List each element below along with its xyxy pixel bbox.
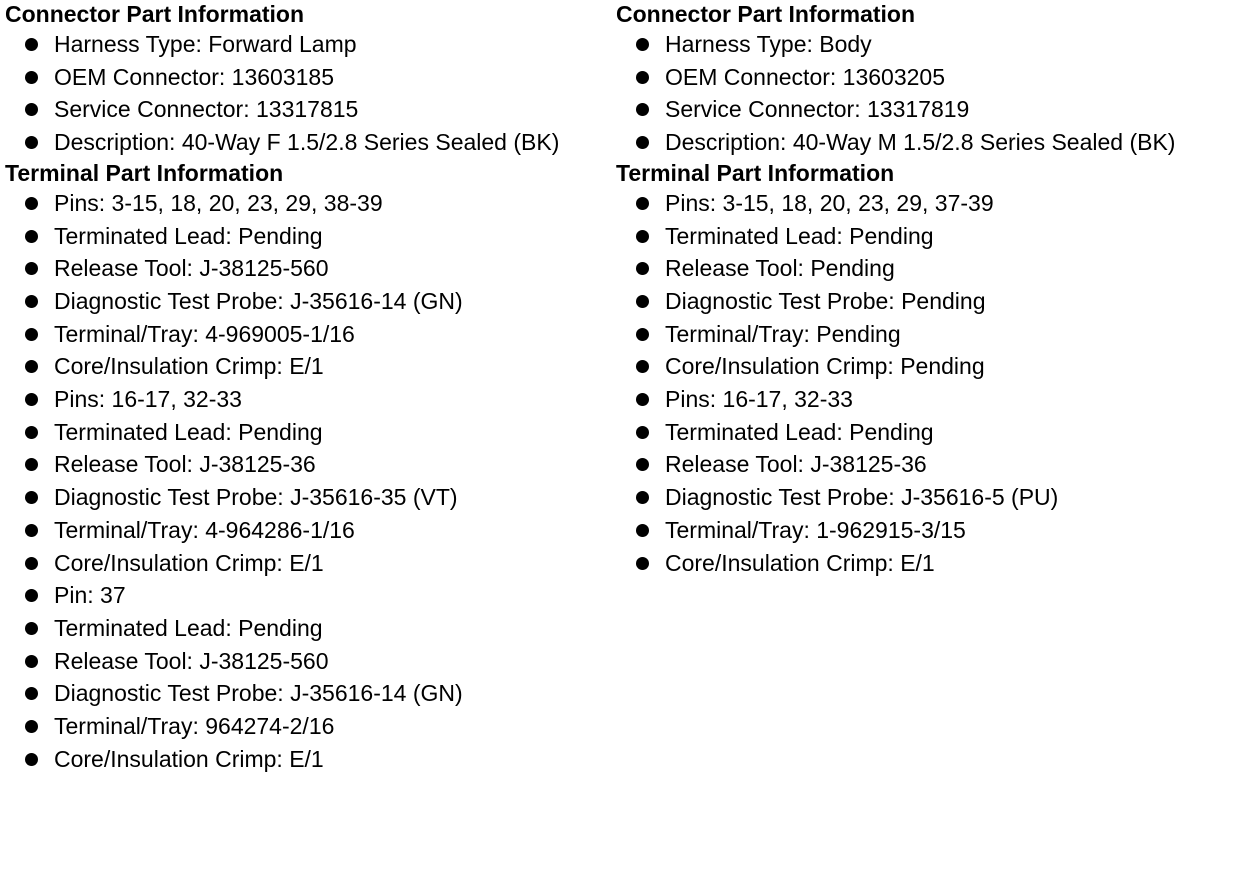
terminal-item-crimp: Core/Insulation Crimp: E/1 xyxy=(5,547,610,580)
connector-item-description: Description: 40-Way F 1.5/2.8 Series Sealed (BK) xyxy=(5,126,610,159)
terminal-item-terminated-lead: Terminated Lead: Pending xyxy=(616,416,1236,449)
terminal-item-release-tool: Release Tool: J-38125-36 xyxy=(5,448,610,481)
terminal-item-test-probe: Diagnostic Test Probe: Pending xyxy=(616,285,1236,318)
terminal-item-test-probe: Diagnostic Test Probe: J-35616-14 (GN) xyxy=(5,677,610,710)
terminal-item-terminal-tray: Terminal/Tray: 4-964286-1/16 xyxy=(5,514,610,547)
connector-item-harness-type: Harness Type: Body xyxy=(616,28,1236,61)
terminal-item-release-tool: Release Tool: J-38125-560 xyxy=(5,645,610,678)
terminal-item-crimp: Core/Insulation Crimp: Pending xyxy=(616,350,1236,383)
terminal-item-pins: Pins: 3-15, 18, 20, 23, 29, 37-39 xyxy=(616,187,1236,220)
terminal-item-release-tool: Release Tool: J-38125-36 xyxy=(616,448,1236,481)
terminal-item-terminated-lead: Terminated Lead: Pending xyxy=(616,220,1236,253)
connector-part-list xyxy=(5,28,610,159)
terminal-item-pins: Pins: 3-15, 18, 20, 23, 29, 38-39 xyxy=(5,187,610,220)
connector-item-description: Description: 40-Way M 1.5/2.8 Series Sealed (BK) xyxy=(616,126,1236,159)
terminal-item-release-tool: Release Tool: J-38125-560 xyxy=(5,252,610,285)
terminal-item-terminal-tray: Terminal/Tray: Pending xyxy=(616,318,1236,351)
connector-item-service-connector: Service Connector: 13317819 xyxy=(616,93,1236,126)
terminal-item-terminal-tray: Terminal/Tray: 964274-2/16 xyxy=(5,710,610,743)
connector-part-list xyxy=(616,28,1236,159)
connector-item-oem-connector: OEM Connector: 13603205 xyxy=(616,61,1236,94)
terminal-item-terminated-lead: Terminated Lead: Pending xyxy=(5,220,610,253)
connector-item-oem-connector: OEM Connector: 13603185 xyxy=(5,61,610,94)
left-column xyxy=(5,0,610,775)
connector-item-service-connector: Service Connector: 13317815 xyxy=(5,93,610,126)
terminal-item-pins: Pin: 37 xyxy=(5,579,610,612)
terminal-group-1 xyxy=(616,187,1236,383)
connector-part-info-heading: Connector Part Information xyxy=(616,1,916,27)
terminal-part-info-heading: Terminal Part Information xyxy=(5,159,284,186)
terminal-item-terminated-lead: Terminated Lead: Pending xyxy=(5,416,610,449)
terminal-group-2 xyxy=(5,383,610,579)
terminal-group-3 xyxy=(5,579,610,775)
connector-item-harness-type: Harness Type: Forward Lamp xyxy=(5,28,610,61)
terminal-item-terminated-lead: Terminated Lead: Pending xyxy=(5,612,610,645)
terminal-item-pins: Pins: 16-17, 32-33 xyxy=(616,383,1236,416)
terminal-group-2 xyxy=(616,383,1236,579)
terminal-item-pins: Pins: 16-17, 32-33 xyxy=(5,383,610,416)
terminal-item-test-probe: Diagnostic Test Probe: J-35616-14 (GN) xyxy=(5,285,610,318)
terminal-group-1 xyxy=(5,187,610,383)
terminal-item-crimp: Core/Insulation Crimp: E/1 xyxy=(616,547,1236,580)
terminal-item-terminal-tray: Terminal/Tray: 1-962915-3/15 xyxy=(616,514,1236,547)
terminal-item-terminal-tray: Terminal/Tray: 4-969005-1/16 xyxy=(5,318,610,351)
terminal-item-release-tool: Release Tool: Pending xyxy=(616,252,1236,285)
right-column xyxy=(616,0,1236,579)
terminal-item-test-probe: Diagnostic Test Probe: J-35616-5 (PU) xyxy=(616,481,1236,514)
terminal-item-test-probe: Diagnostic Test Probe: J-35616-35 (VT) xyxy=(5,481,610,514)
terminal-item-crimp: Core/Insulation Crimp: E/1 xyxy=(5,743,610,776)
connector-part-info-heading: Connector Part Information xyxy=(5,1,305,27)
terminal-item-crimp: Core/Insulation Crimp: E/1 xyxy=(5,350,610,383)
terminal-part-info-heading: Terminal Part Information xyxy=(616,159,895,186)
